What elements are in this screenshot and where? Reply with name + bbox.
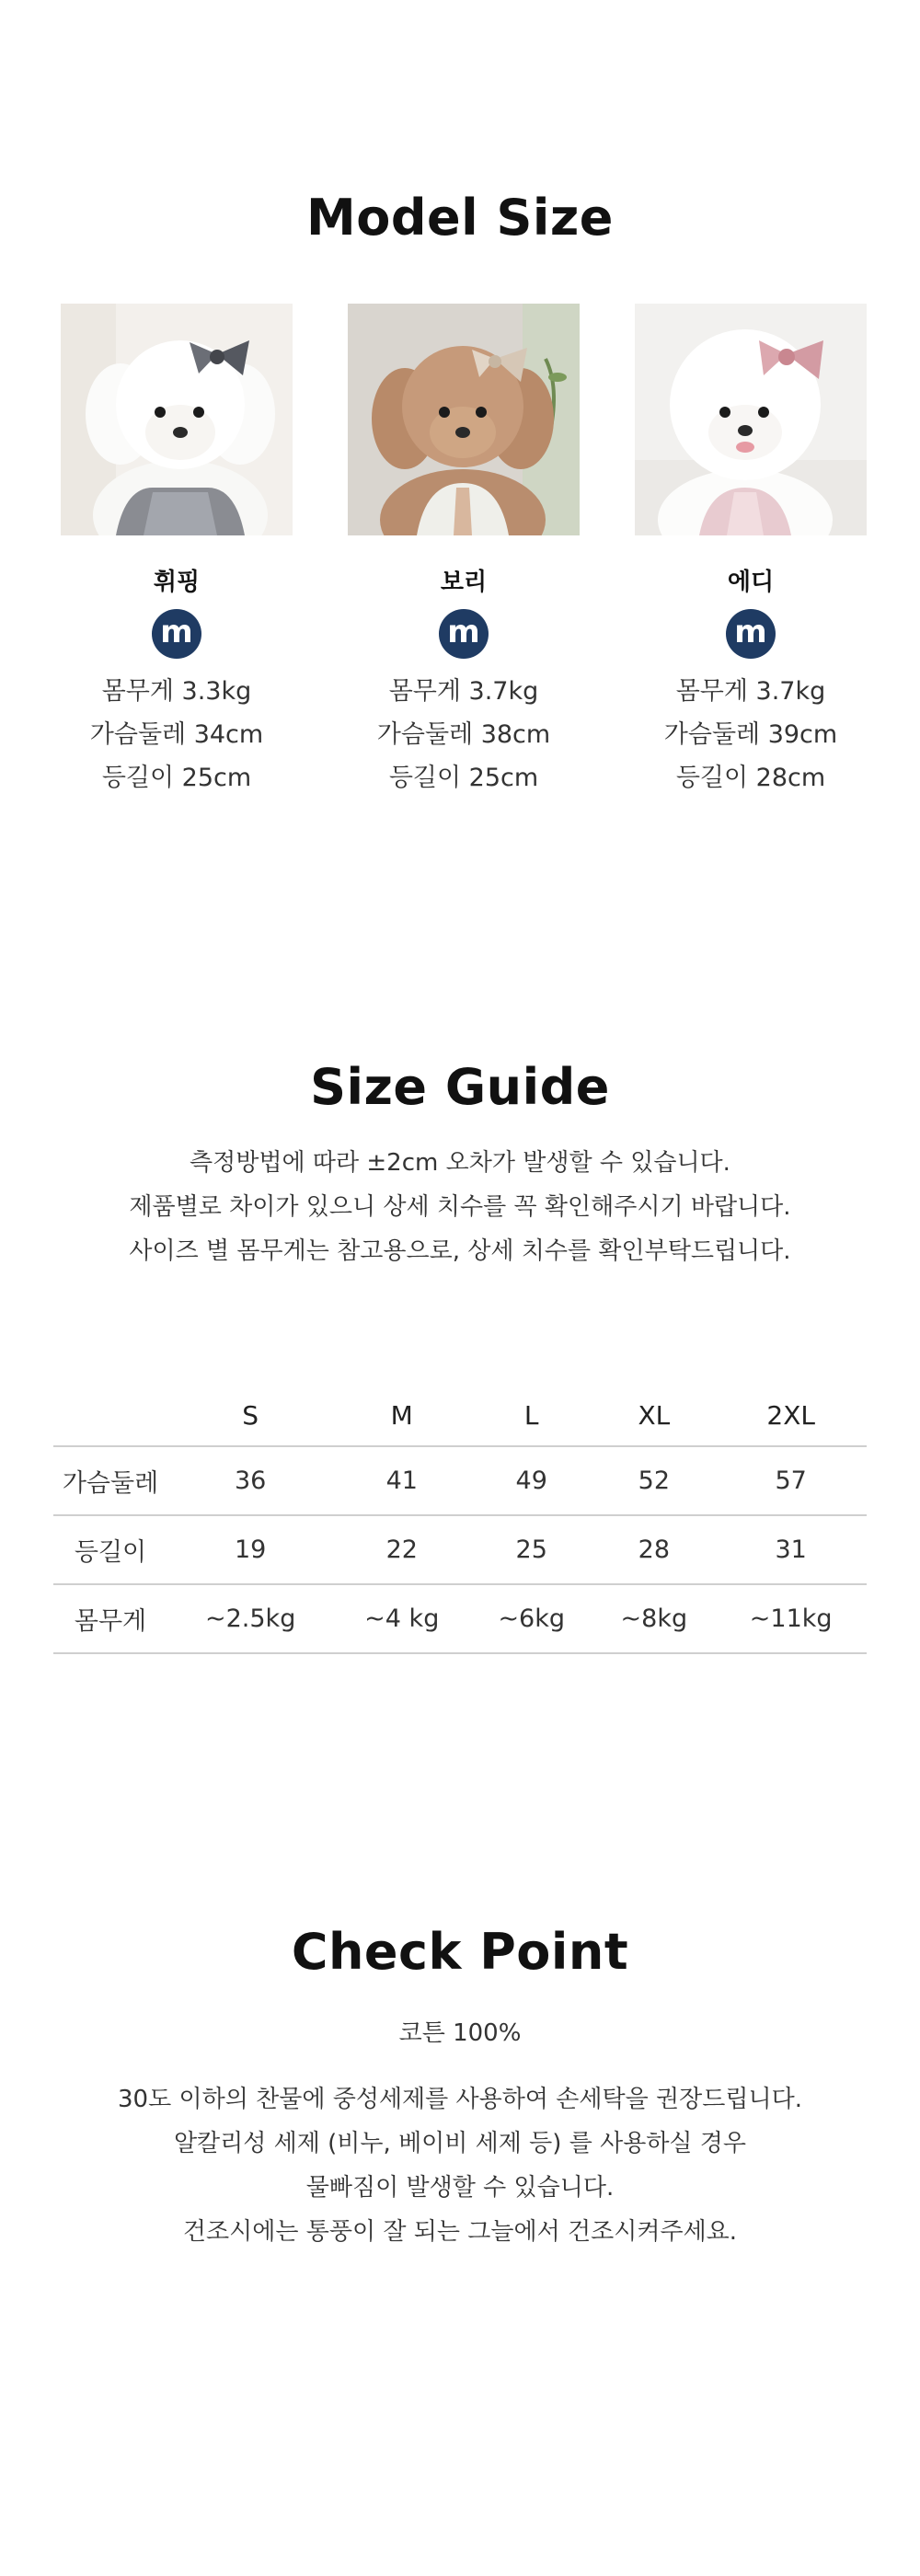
model-weight: 몸무게 3.7kg bbox=[675, 677, 826, 706]
care-note: 물빠짐이 발생할 수 있습니다. bbox=[305, 2174, 615, 2202]
model-back-length: 등길이 28cm bbox=[675, 764, 826, 792]
model-card bbox=[635, 304, 867, 799]
table-row bbox=[53, 1515, 867, 1584]
table-cell: 31 bbox=[715, 1515, 867, 1584]
check-point-title: Check Point bbox=[291, 1923, 629, 1981]
model-photo-white-bichon-pink-bow bbox=[635, 304, 867, 535]
size-column-header: M bbox=[333, 1385, 470, 1446]
model-weight: 몸무게 3.3kg bbox=[101, 677, 252, 706]
table-cell: ~4 kg bbox=[333, 1584, 470, 1653]
model-back-length: 등길이 25cm bbox=[388, 764, 539, 792]
size-table-header-row bbox=[53, 1385, 867, 1446]
table-cell: 41 bbox=[333, 1446, 470, 1515]
model-name: 휘핑 bbox=[153, 569, 201, 596]
brand-m-icon: m bbox=[152, 609, 201, 659]
model-chest: 가슴둘레 39cm bbox=[663, 720, 838, 749]
table-cell: 49 bbox=[470, 1446, 592, 1515]
model-photo-apricot-poodle-beige-bow bbox=[348, 304, 580, 535]
table-cell: ~11kg bbox=[715, 1584, 867, 1653]
table-cell: ~6kg bbox=[470, 1584, 592, 1653]
table-cell: ~2.5kg bbox=[167, 1584, 333, 1653]
table-cell: 52 bbox=[592, 1446, 715, 1515]
table-cell: 19 bbox=[167, 1515, 333, 1584]
table-cell: 28 bbox=[592, 1515, 715, 1584]
size-table bbox=[53, 1385, 867, 1654]
row-label: 등길이 bbox=[53, 1515, 167, 1584]
row-label: 몸무게 bbox=[53, 1584, 167, 1653]
model-weight: 몸무게 3.7kg bbox=[388, 677, 539, 706]
size-table-corner bbox=[53, 1385, 167, 1446]
table-cell: ~8kg bbox=[592, 1584, 715, 1653]
table-row bbox=[53, 1584, 867, 1653]
model-size-title: Model Size bbox=[306, 189, 614, 247]
care-note: 30도 이하의 찬물에 중성세제를 사용하여 손세탁을 권장드립니다. bbox=[118, 2086, 802, 2113]
guide-note: 제품별로 차이가 있으니 상세 치수를 꼭 확인해주시기 바랍니다. bbox=[129, 1193, 791, 1221]
model-photo-white-poodle-gray-bow bbox=[61, 304, 293, 535]
model-chest: 가슴둘레 34cm bbox=[89, 720, 264, 749]
model-name: 에디 bbox=[727, 569, 775, 596]
model-card bbox=[61, 304, 293, 799]
size-column-header: 2XL bbox=[715, 1385, 867, 1446]
size-column-header: S bbox=[167, 1385, 333, 1446]
brand-m-icon: m bbox=[439, 609, 489, 659]
table-row bbox=[53, 1446, 867, 1515]
brand-m-icon: m bbox=[726, 609, 776, 659]
table-cell: 22 bbox=[333, 1515, 470, 1584]
guide-note: 사이즈 별 몸무게는 참고용으로, 상세 치수를 확인부탁드립니다. bbox=[129, 1237, 791, 1265]
model-list bbox=[0, 304, 920, 800]
material-info: 코튼 100% bbox=[398, 2019, 522, 2047]
model-chest: 가슴둘레 38cm bbox=[376, 720, 551, 749]
model-name: 보리 bbox=[440, 569, 488, 596]
size-column-header: L bbox=[470, 1385, 592, 1446]
table-cell: 57 bbox=[715, 1446, 867, 1515]
care-note: 건조시에는 통풍이 잘 되는 그늘에서 건조시켜주세요. bbox=[182, 2218, 738, 2246]
size-column-header: XL bbox=[592, 1385, 715, 1446]
guide-note: 측정방법에 따라 ±2cm 오차가 발생할 수 있습니다. bbox=[190, 1149, 730, 1177]
model-card bbox=[348, 304, 580, 799]
care-note: 알칼리성 세제 (비누, 베이비 세제 등) 를 사용하실 경우 bbox=[173, 2130, 747, 2157]
row-label: 가슴둘레 bbox=[53, 1446, 167, 1515]
size-guide-notes bbox=[0, 1141, 920, 1273]
table-cell: 36 bbox=[167, 1446, 333, 1515]
table-cell: 25 bbox=[470, 1515, 592, 1584]
size-guide-title: Size Guide bbox=[310, 1058, 610, 1116]
model-back-length: 등길이 25cm bbox=[101, 764, 252, 792]
care-notes bbox=[0, 2077, 920, 2254]
